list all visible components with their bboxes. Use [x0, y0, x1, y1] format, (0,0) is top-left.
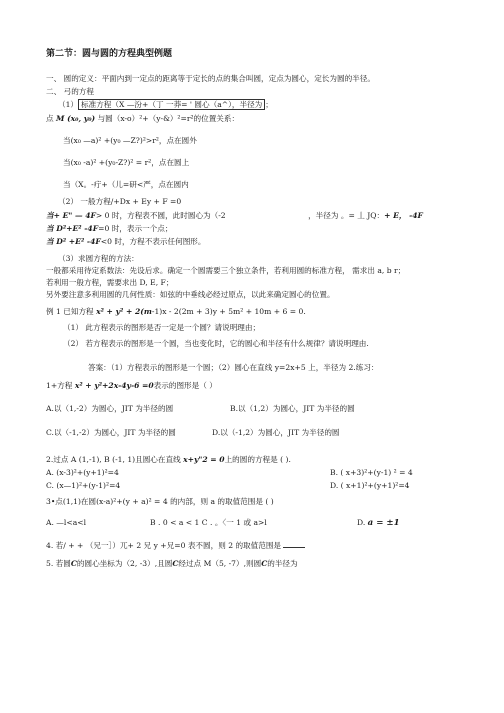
practice-3-option-d [357, 518, 400, 528]
general-equation-line: （2） 一般方程/+Dx + Ey + F =0 [58, 197, 182, 206]
method-line-1: 一般都采用待定系数法：先设后求。确定一个圆需要三个独立条件，若利用圆的标准方程， 需求出 a, b r； [46, 266, 406, 275]
method-line-2: 若利用一般方程，需要求出 D, E, F； [46, 278, 174, 287]
condition-none-line [46, 237, 205, 247]
practice-3-option-a: A. —l<a<l [46, 518, 87, 527]
circle-c-label-1: C [70, 559, 77, 568]
practice-2-option-d: D. ( x+1)²+(y+1)²=4 [330, 481, 410, 490]
cond2-text: =0 时，表示一个点； [98, 224, 173, 233]
example-1-equation: x² + y² + 2(m [96, 307, 152, 316]
circle-definition: 一、 圆的定义：平面内到一定点的距离等于定长的点的集合叫圆，定点为圆心，定长为圆的半径。 [46, 74, 375, 83]
practice-4-answer-blank [283, 540, 305, 548]
practice-2-line [46, 455, 291, 465]
practice-3-option-bc: B . 0 < a < 1 C . 。〈一 1 或 a>l [150, 518, 267, 527]
practice-2-rest: 上的圆的方程是 ( ). [224, 455, 291, 464]
section-title: 第二节：圆与圆的方程典型例题 [46, 49, 173, 59]
cond1-radius-text: ，半径为 。= 丄 JQ： [308, 211, 385, 220]
practice-4-line [46, 540, 305, 551]
case-on: 当(x₀ -a)² +(y₀-Z?)² = r²，点在圆上 [63, 158, 190, 167]
circle-equation-heading: 二、 弓的方程 [46, 87, 94, 96]
point-m: M (x₀, y₀) [56, 114, 96, 123]
cond1-expression: 当+ E" — 4F [46, 211, 96, 220]
example-1-line [46, 307, 306, 317]
practice-5-line [46, 559, 298, 569]
cond2-expression: 当 D²+E² -4F [46, 224, 99, 233]
practice-3-option-d-equation: a = ±1 [367, 518, 400, 528]
practice-1-rest: 表示的图形是（ ） [153, 381, 217, 390]
item-suffix: ； [265, 100, 273, 109]
position-rest: 与圆（x-o）²+（y-&）²=r²的位置关系： [97, 114, 240, 123]
practice-2-prefix: 2.过点 A (1,-1), B (-1, 1)且圆心在直线 [46, 455, 181, 464]
circle-c-label-3: C [261, 559, 268, 568]
cond1-radius-expression: + E， -4F [384, 211, 423, 220]
practice-5-mid: 的圆心坐标为（2, -3）,且圆 [76, 559, 173, 568]
practice-1-option-a: A.以（1,-2）为圆心，JIT 为半径的圆 [46, 404, 174, 413]
practice-2-option-a: A. (x-3)²+(y+1)²=4 [46, 468, 119, 477]
method-line-3: 另外要注意多利用圆的几何性质：如弦的中垂线必经过原点，以此来确定圆心的位置。 [46, 290, 335, 299]
question-2: （2） 若方程表示的图形是一个圆，当也变化时，它的圆心和半径有什么规律？请说明理由. [63, 339, 369, 348]
method-heading: （3）求圆方程的方法： [58, 254, 139, 263]
cond1-text: > 0 时，方程表不圆，此时圆心为（-2 [95, 211, 226, 220]
answer-line: 答案：（1）方程表示的图形是一个圆；（2）圆心在直线 y=2x+5 上，半径为 2.练习： [88, 363, 379, 372]
practice-1-prefix: 1+方程 [46, 381, 73, 390]
practice-2-equation: x+y"2 = 0 [183, 455, 225, 464]
case-outside: 当(x₀ —a)² +(y₀ —Z?)²>r²，点在圆外 [63, 136, 197, 145]
practice-1-option-b: B.以（1,2）为圆心，JIT 为半径的圆 [230, 404, 355, 413]
practice-3-option-d-prefix: D. [357, 518, 366, 527]
condition-point-line [46, 224, 172, 234]
practice-5-end: 的半径为 [267, 559, 298, 568]
question-1: （1） 此方程表示的图形是否一定是一个圆？请说明理由； [63, 323, 261, 332]
position-relation-line [46, 114, 239, 124]
practice-1-equation: x² + y²+2x-4y-6 =0 [74, 381, 154, 390]
case-inside: 当（X。-疔+（儿=研<严，点在圆内 [63, 180, 189, 189]
practice-2-option-c: C. (x—1)²+(y-1)²=4 [46, 481, 121, 490]
practice-3-line: 3•点(1,1)在圆(x-a)²+(y + a)² = 4 的内部，则 a 的取值范围是 ( ) [46, 497, 274, 506]
example-1-prefix: 例 1 已知方程 [46, 307, 94, 316]
item-number: （1） [58, 100, 79, 109]
condition-circle-line [46, 211, 423, 221]
practice-1-line [46, 381, 217, 391]
position-prefix: 点 [46, 114, 54, 123]
practice-4-text: 4. 若/ + + （兄一］）兀+ 2 兄 y +兄=0 表不圆，则 2 的取值范围是 [46, 541, 282, 550]
practice-5-prefix: 5. 若圆 [46, 559, 71, 568]
circle-c-label-2: C [172, 559, 179, 568]
practice-5-rest: 经过点 M（5, -7）,则圆 [178, 559, 262, 568]
standard-equation-line [58, 100, 273, 110]
practice-2-option-b: B. ( x+3)²+(y-1) ² = 4 [330, 468, 413, 477]
cond3-text: <0 时，方程不表示任何图形。 [100, 237, 206, 246]
practice-1-option-c: C.以（-1,-2）为圆心，JIT 为半径的圆 [46, 428, 176, 437]
practice-1-option-d: D.以（-1,2）为圆心，JIT 为半径的圆 [212, 428, 340, 437]
example-1-rest: -1)x - 2(2m + 3)y + 5m² + 10m + 6 = 0. [151, 307, 306, 316]
standard-equation-box: 标准方程（X —汾+（丁 一莽= ' 圆心（a^），半径为 [78, 99, 265, 110]
cond3-expression: 当 D² +E² -4F [46, 237, 101, 246]
